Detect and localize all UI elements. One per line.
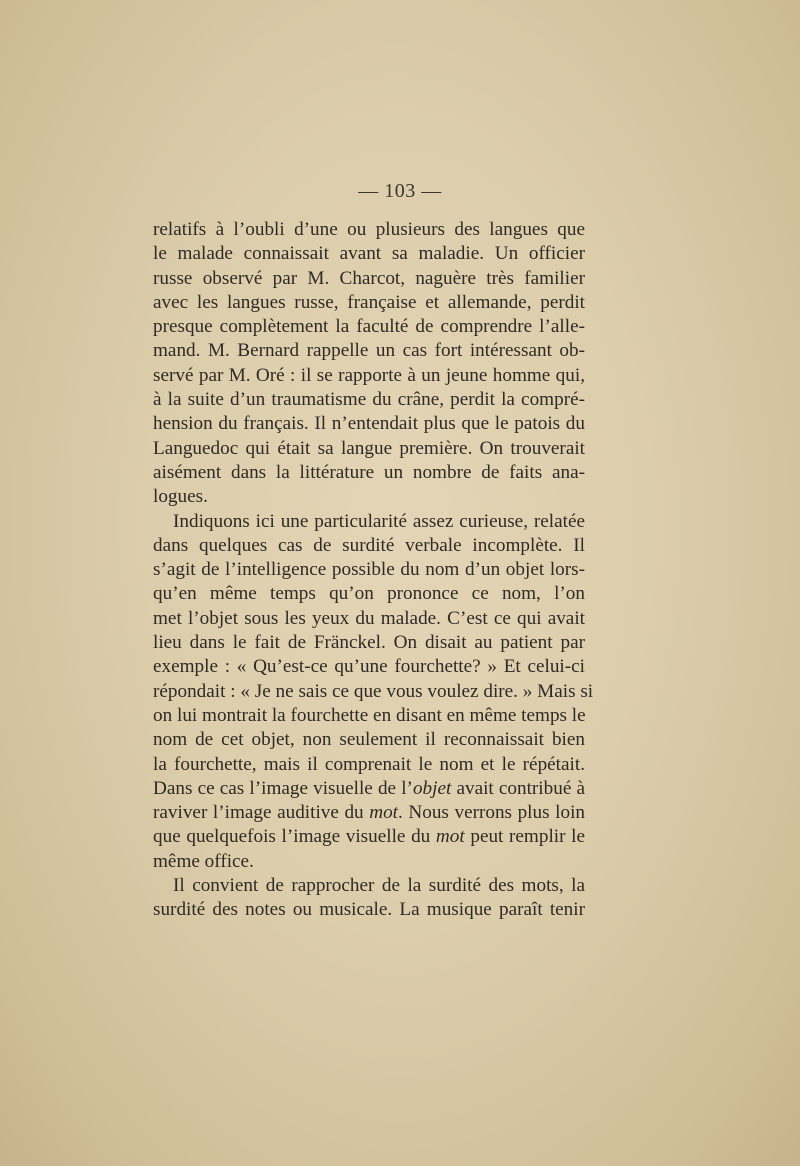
text-line: à la suite d’un traumatisme du crâne, perdit la compré- bbox=[153, 389, 585, 411]
text-line: exemple : « Qu’est-ce qu’une fourchette? » Et celui-ci bbox=[153, 656, 585, 678]
text-line: la fourchette, mais il comprenait le nom et le répétait. bbox=[153, 753, 585, 775]
text-run: Dans ce cas l’image visuelle de l’ bbox=[153, 777, 413, 799]
text-line: aisément dans la littérature un nombre de faits ana- bbox=[153, 461, 585, 483]
text-line: répondait : « Je ne sais ce que vous voulez dire. » Mais si bbox=[153, 680, 594, 702]
text-line: hension du français. Il n’entendait plus que le patois du bbox=[153, 413, 585, 435]
text-line: dans quelques cas de surdité verbale incomplète. Il bbox=[153, 534, 585, 556]
text-run: que quelquefois l’image visuelle du bbox=[153, 826, 436, 848]
text-line: lieu dans le fait de Fränckel. On disait au patient par bbox=[153, 632, 585, 654]
text-line: logues. bbox=[153, 486, 208, 508]
text-line bbox=[153, 801, 585, 825]
text-line: même office. bbox=[153, 850, 254, 872]
text-run: avait contribué à bbox=[451, 777, 585, 799]
text-run: peut remplir le bbox=[464, 826, 585, 848]
text-line: on lui montrait la fourchette en disant en même temps le bbox=[153, 704, 586, 726]
italic-word: mot bbox=[435, 826, 465, 848]
text-line: relatifs à l’oubli d’une ou plusieurs des langues que bbox=[153, 219, 585, 240]
text-line: Languedoc qui était sa langue première. On trouverait bbox=[153, 437, 585, 459]
text-line: le malade connaissait avant sa maladie. Un officier bbox=[153, 243, 585, 265]
italic-word: mot bbox=[369, 802, 399, 824]
text-line: Il convient de rapprocher de la surdité des mots, la bbox=[173, 875, 585, 897]
text-line: avec les langues russe, française et allemande, perdit bbox=[153, 291, 585, 313]
text-line: servé par M. Oré : il se rapporte à un jeune homme qui, bbox=[153, 364, 585, 386]
text-line: s’agit de l’intelligence possible du nom d’un objet lors- bbox=[153, 559, 585, 581]
text-line: met l’objet sous les yeux du malade. C’est ce qui avait bbox=[153, 607, 585, 629]
text-line: presque complètement la faculté de comprendre l’alle- bbox=[153, 316, 585, 338]
text-run: raviver l’image auditive du bbox=[153, 802, 370, 824]
body-text bbox=[153, 218, 594, 923]
text-line: russe observé par M. Charcot, naguère très familier bbox=[153, 267, 585, 289]
text-line: Indiquons ici une particularité assez curieuse, relatée bbox=[173, 510, 585, 532]
text-line: surdité des notes ou musicale. La musique paraît tenir bbox=[153, 899, 585, 921]
italic-word: objet bbox=[412, 777, 452, 799]
text-line: mand. M. Bernard rappelle un cas fort intéressant ob- bbox=[153, 340, 585, 362]
text-line: qu’en même temps qu’on prononce ce nom, l’on bbox=[153, 583, 585, 605]
text-run: . Nous verrons plus loin bbox=[398, 802, 585, 824]
page-number: — 103 — bbox=[358, 180, 442, 202]
text-line bbox=[153, 825, 585, 849]
text-line bbox=[153, 777, 585, 801]
text-line: nom de cet objet, non seulement il reconnaissait bien bbox=[153, 729, 585, 751]
